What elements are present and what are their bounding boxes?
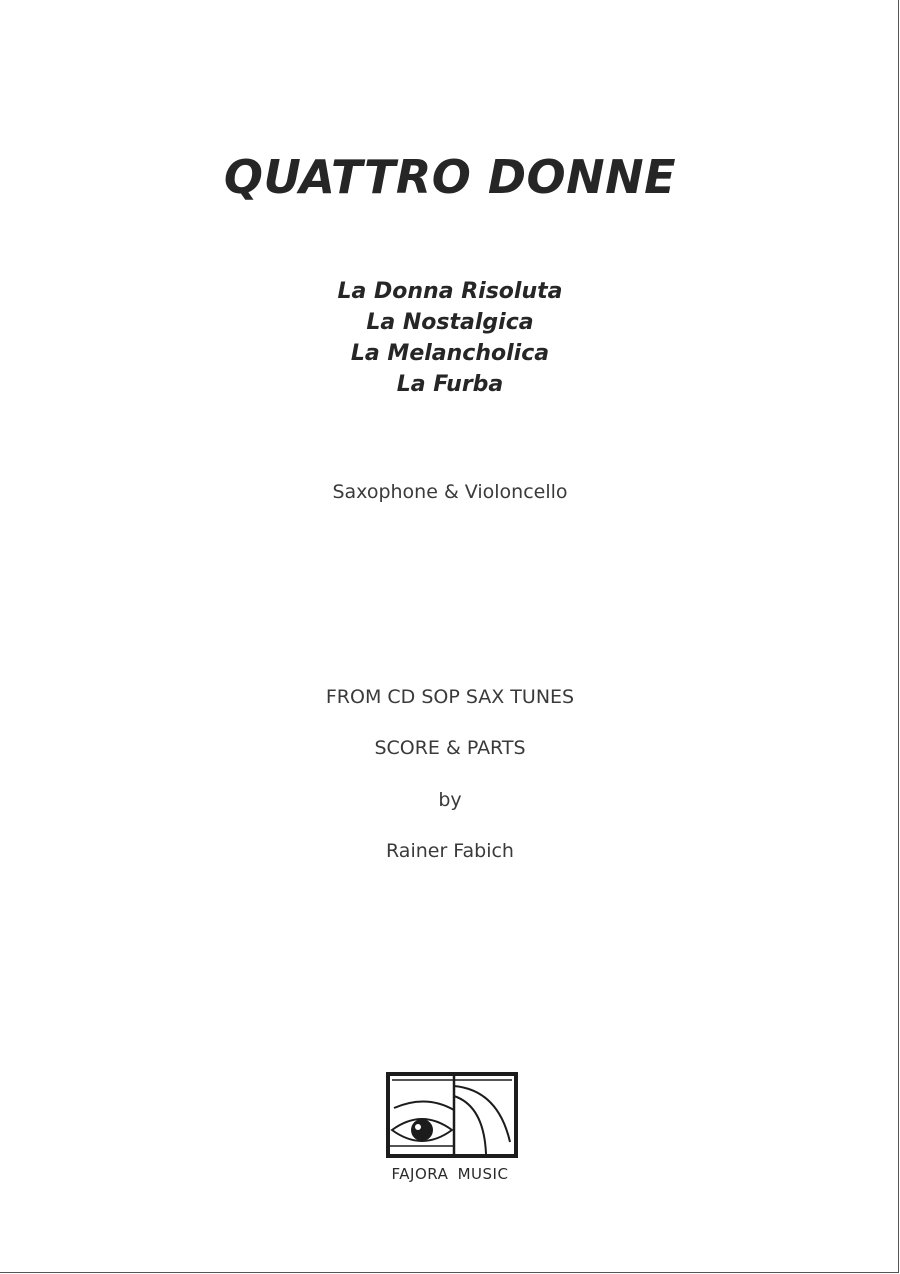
edition-line: SCORE & PARTS (374, 737, 526, 759)
composer-name: Rainer Fabich (386, 840, 514, 862)
movement-item: La Melancholica (350, 341, 550, 366)
source-line: FROM CD SOP SAX TUNES (325, 686, 575, 708)
eye-logo-icon (386, 1072, 518, 1158)
movement-list (0, 276, 900, 400)
movement-item: La Nostalgica (366, 310, 534, 335)
page-title: QUATTRO DONNE (223, 150, 677, 204)
movement-item: La Furba (396, 372, 504, 397)
publisher-name: FAJORA MUSIC (391, 1165, 509, 1183)
movement-item: La Donna Risoluta (337, 279, 563, 304)
by-line: by (438, 789, 462, 811)
instrumentation: Saxophone & Violoncello (332, 481, 568, 503)
